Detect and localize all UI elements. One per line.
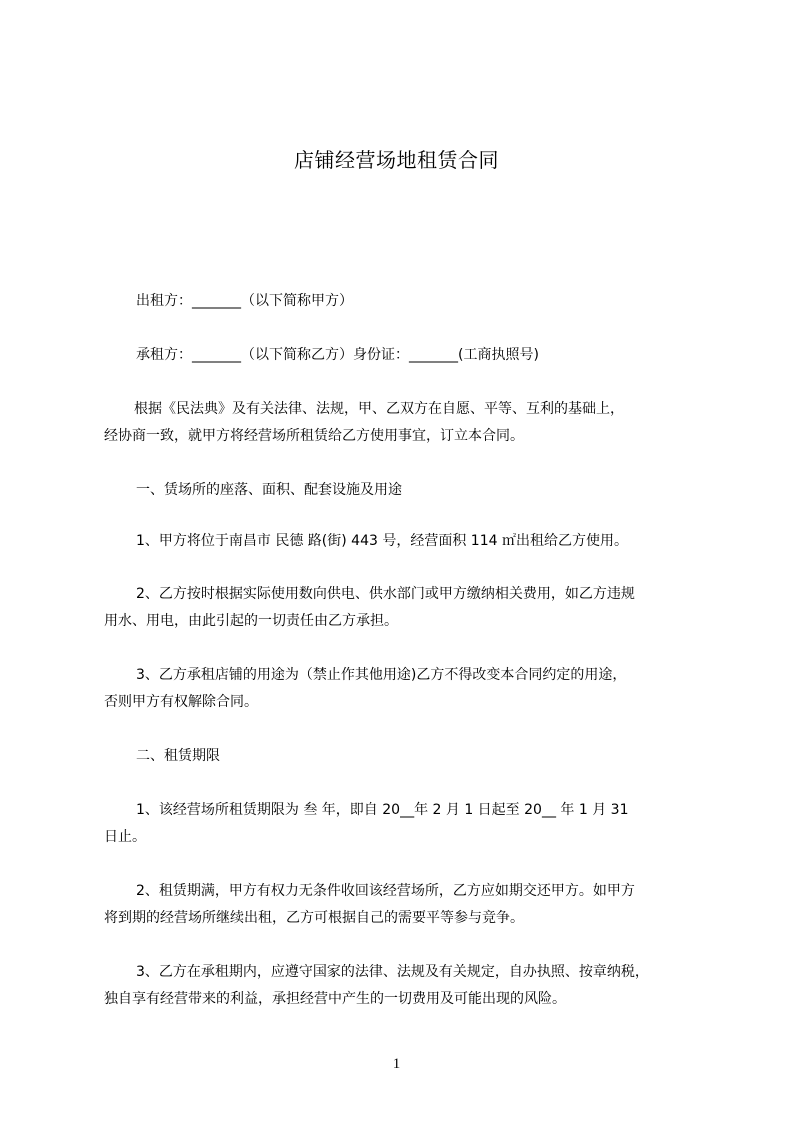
lessor-line: 出租方：_______（以下简称甲方） <box>136 293 353 309</box>
section-2-heading: 二、租赁期限 <box>136 748 220 764</box>
page-number: 1 <box>392 1056 401 1072</box>
section-2-item-1-line-2: 日止。 <box>104 829 146 845</box>
section-2-item-2-line-1: 2、租赁期满，甲方有权力无条件收回该经营场所，乙方应如期交还甲方。如甲方 <box>136 883 635 899</box>
section-2-item-2-line-2: 将到期的经营场所继续出租，乙方可根据自己的需要平等参与竞争。 <box>104 910 524 926</box>
section-1-item-1: 1、甲方将位于南昌市 民德 路(街) 443 号，经营面积 114 ㎡出租给乙方使用。 <box>136 533 628 549</box>
preamble-line-2: 经协商一致，就甲方将经营场所租赁给乙方使用事宜，订立本合同。 <box>104 428 524 444</box>
section-1-item-3-line-1: 3、乙方承租店铺的用途为（禁止作其他用途)乙方不得改变本合同约定的用途， <box>136 667 627 683</box>
section-1-item-2-line-2: 用水、用电，由此引起的一切责任由乙方承担。 <box>104 613 398 629</box>
document-title: 店铺经营场地租赁合同 <box>294 148 499 172</box>
section-1-heading: 一、赁场所的座落、面积、配套设施及用途 <box>136 482 402 498</box>
section-2-item-1-line-1: 1、该经营场所租赁期限为 叁 年，即自 20__年 2 月 1 日起至 20__ 年 1 月 31 <box>136 802 629 818</box>
preamble-line-1: 根据《民法典》及有关法律、法规，甲、乙双方在自愿、平等、互利的基础上， <box>134 401 624 417</box>
section-2-item-3-line-2: 独自享有经营带来的利益，承担经营中产生的一切费用及可能出现的风险。 <box>104 991 566 1007</box>
section-1-item-2-line-1: 2、乙方按时根据实际使用数向供电、供水部门或甲方缴纳相关费用，如乙方违规 <box>136 586 635 602</box>
section-1-item-3-line-2: 否则甲方有权解除合同。 <box>104 694 258 710</box>
section-2-item-3-line-1: 3、乙方在承租期内，应遵守国家的法律、法规及有关规定，自办执照、按章纳税， <box>136 964 649 980</box>
lessee-line: 承租方：_______（以下简称乙方）身份证：_______(工商执照号) <box>136 347 539 363</box>
